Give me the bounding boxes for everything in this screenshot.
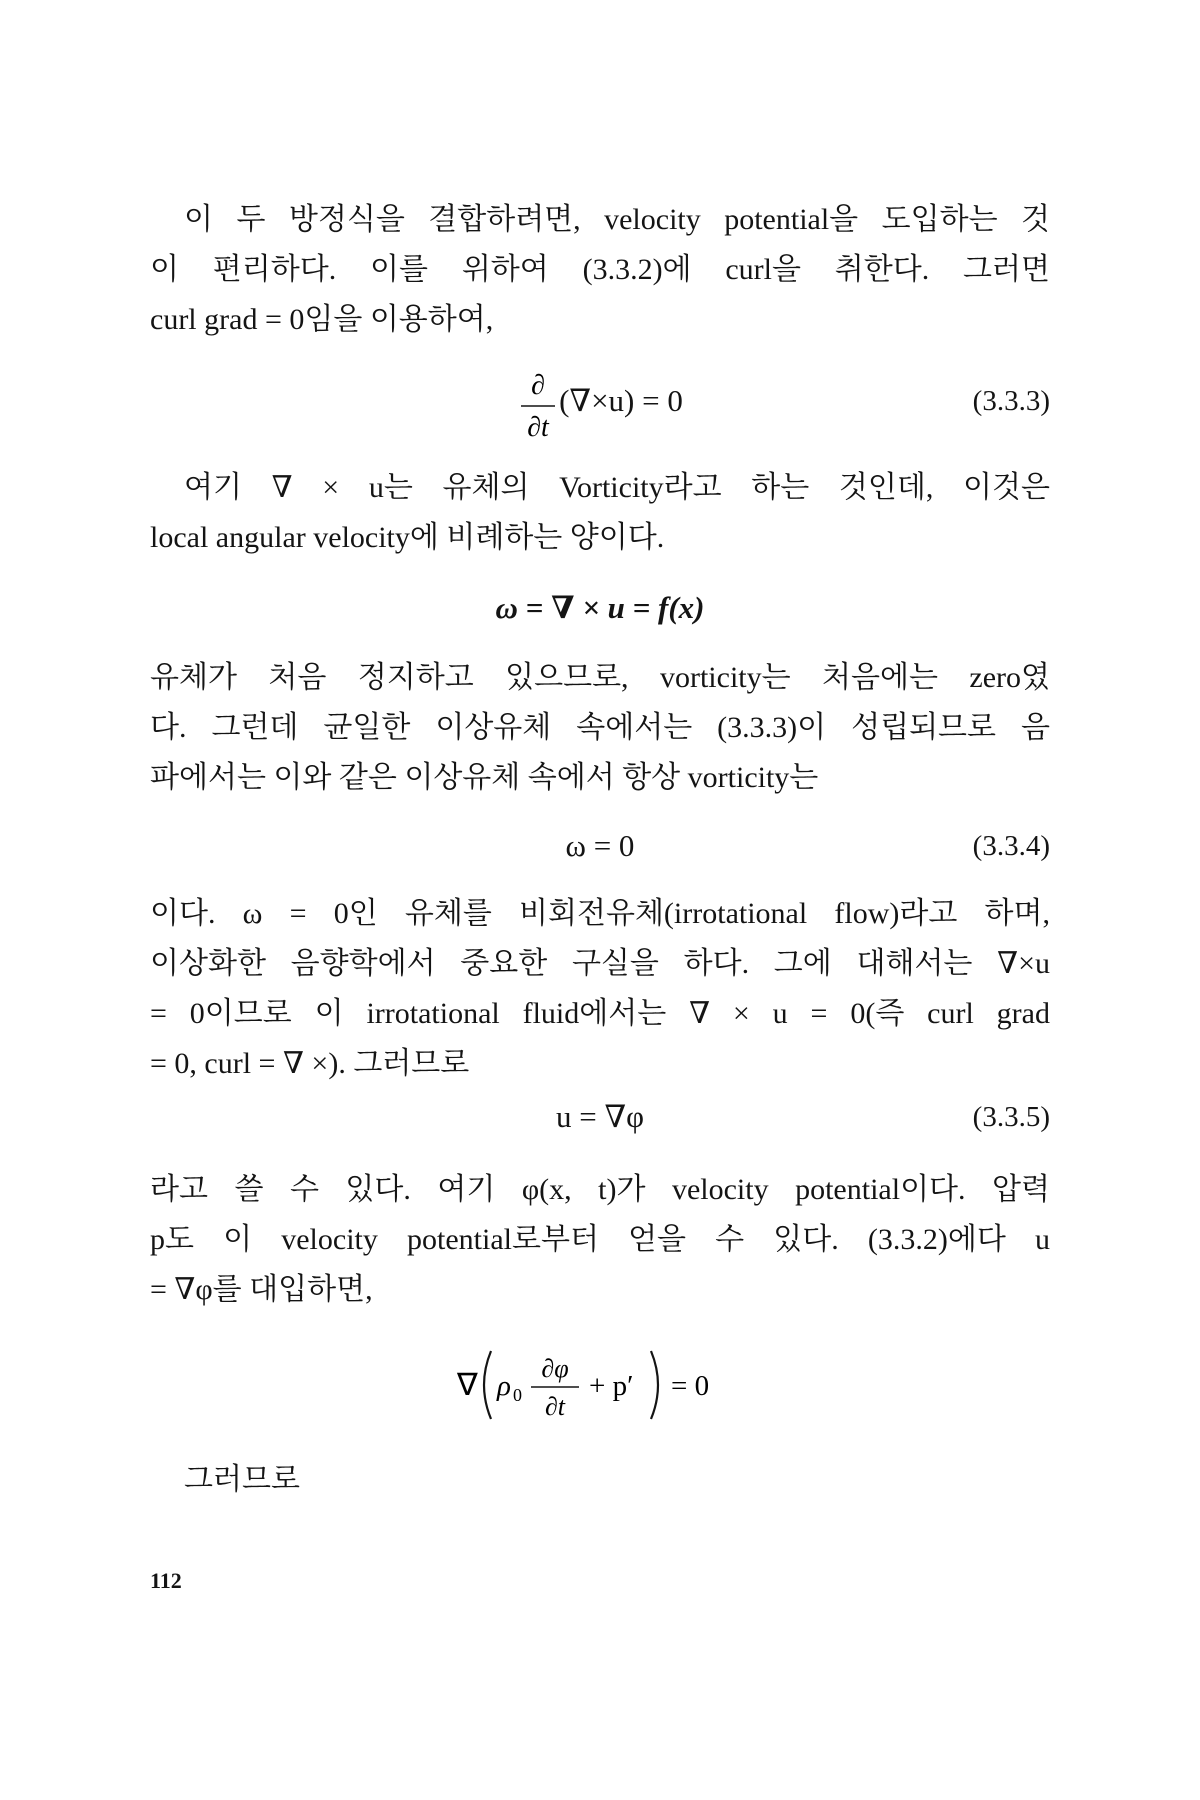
equation-number: (3.3.5) — [972, 1101, 1050, 1133]
equation-3-3-3 — [150, 353, 1050, 449]
fraction-numerator: ∂ — [531, 369, 546, 401]
paragraph-line: 이 두 방정식을 결합하려면, velocity potential을 도입하는 것 — [184, 203, 1050, 236]
paragraph-line: 유체가 처음 정지하고 있으므로, vorticity는 처음에는 zero였 — [150, 661, 1050, 694]
partial-derivative-fraction — [517, 364, 559, 444]
equation-text: ω = 0 — [565, 828, 635, 863]
left-paren — [484, 1351, 491, 1419]
page-number: 112 — [150, 1568, 182, 1593]
paragraph-line: 이 편리하다. 이를 위하여 (3.3.2)에 curl을 취한다. 그러면 — [150, 253, 1050, 286]
paragraph-line: 다. 그런데 균일한 이상유체 속에서는 (3.3.3)이 성립되므로 음 — [150, 711, 1050, 744]
paragraph-line: 그러므로 — [184, 1463, 300, 1496]
equation-number: (3.3.4) — [972, 830, 1050, 862]
equation-omega-definition — [150, 573, 1050, 643]
paragraph-3 — [150, 653, 1050, 803]
equation-text: (∇×u) = 0 — [559, 383, 683, 418]
paragraph-line: = 0이므로 이 irrotational fluid에서는 ∇ × u = 0(즉 curl grad — [150, 997, 1050, 1030]
paragraph-1-cont — [150, 245, 1050, 345]
paragraph-line: 여기 ∇ × u는 유체의 Vorticity라고 하는 것인데, 이것은 — [184, 471, 1050, 504]
rho-symbol: ρ — [497, 1369, 511, 1402]
paragraph-line: local angular velocity에 비례하는 양이다. — [150, 521, 665, 554]
page-body — [150, 195, 1050, 1505]
paragraph-line: curl grad = 0임을 이용하여, — [150, 303, 494, 336]
paragraph-line: 파에서는 이와 같은 이상유체 속에서 항상 vorticity는 — [150, 761, 819, 794]
paragraph-5 — [150, 1165, 1050, 1315]
fraction-numerator: ∂φ — [541, 1353, 569, 1383]
paragraph-1 — [150, 195, 1050, 245]
gradient-expression — [455, 1335, 745, 1435]
paragraph-2-cont — [150, 513, 1050, 563]
equation-gradient-pressure — [150, 1327, 1050, 1437]
equation-body — [517, 353, 683, 449]
equation-body — [455, 1327, 745, 1437]
fraction-denominator: ∂t — [544, 1391, 566, 1421]
paragraph-line: 이상화한 음향학에서 중요한 구실을 하다. 그에 대해서는 ∇×u — [150, 947, 1050, 980]
equation-text: ω = ∇ × u = f(x) — [495, 590, 705, 625]
paragraph-line: 라고 쓸 수 있다. 여기 φ(x, t)가 velocity potential이다. 압력 — [150, 1173, 1050, 1206]
equation-text: u = ∇φ — [555, 1099, 645, 1134]
fraction-denominator: ∂t — [527, 411, 549, 443]
paragraph-line: = ∇φ를 대입하면, — [150, 1273, 373, 1306]
paragraph-2 — [150, 463, 1050, 513]
paragraph-line: 이다. ω = 0인 유체를 비회전유체(irrotational flow)라고 하며, — [150, 897, 1050, 930]
plus-pressure-term: + p′ — [589, 1369, 634, 1402]
paragraph-6 — [150, 1455, 1050, 1505]
equation-3-3-4 — [150, 811, 1050, 881]
paragraph-4 — [150, 889, 1050, 1089]
rho-subscript: 0 — [513, 1384, 522, 1405]
paragraph-line: p도 이 velocity potential로부터 얻을 수 있다. (3.3.2)에다 u — [150, 1223, 1050, 1256]
equation-rhs: = 0 — [671, 1369, 710, 1402]
paragraph-line: = 0, curl = ∇ ×). 그러므로 — [150, 1047, 470, 1080]
equation-3-3-5 — [150, 1089, 1050, 1145]
nabla-symbol: ∇ — [457, 1366, 478, 1402]
equation-number: (3.3.3) — [972, 385, 1050, 417]
right-paren — [651, 1351, 658, 1419]
